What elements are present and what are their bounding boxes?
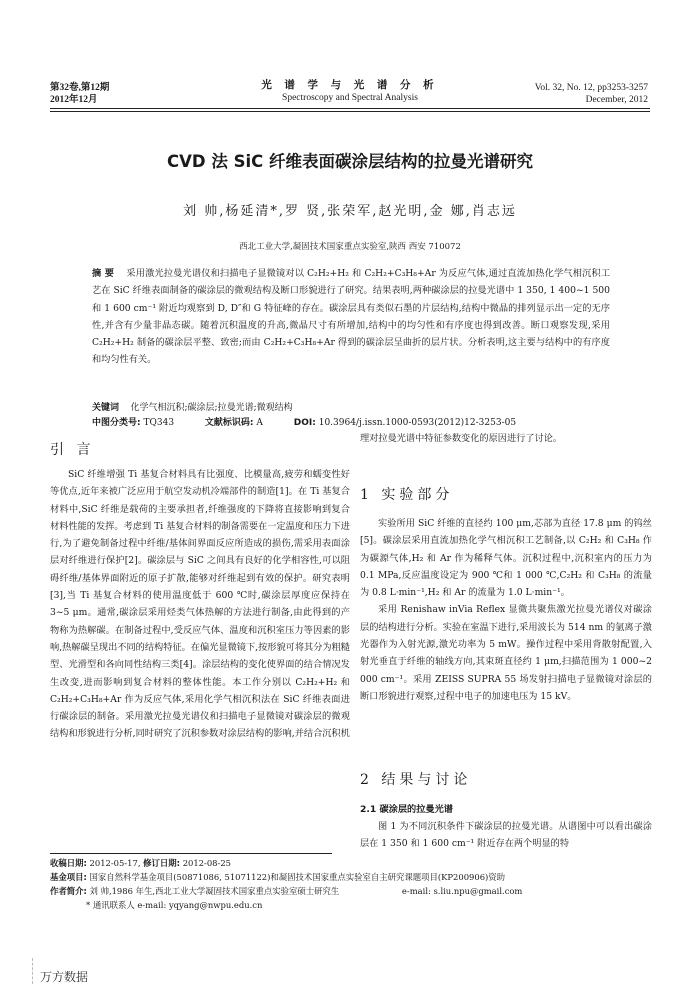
header-rule-thin xyxy=(50,111,650,112)
experiment-paragraph-2: 采用 Renishaw inVia Reflex 显微共聚焦激光拉曼光谱仪对碳涂层的结构进行分析。实验在室温下进行,采用波长为 514 nm 的氩离子激光器作为入射光源,激光功率为 5 mW。操作过程中采用背散射配置,入射光垂直于纤维的轴线方向,其束斑直径约 1 μm,扫描范围为 1 000~2 000 cm⁻¹。采用 ZEISS SUPRA 55 场发射扫描电子显微镜对涂层的断口形貌进行观察,过程中电子的加速电压为 15 kV。 xyxy=(360,604,652,702)
bio-label: 作者简介: xyxy=(50,886,87,896)
watermark-divider xyxy=(32,958,33,984)
doi xyxy=(294,418,516,428)
footnote-rule xyxy=(50,853,332,854)
clc-code xyxy=(92,418,174,428)
abstract-text: 采用激光拉曼光谱仪和扫描电子显微镜对以 C₂H₂+H₂ 和 C₂H₂+C₃H₈+Ar 为反应气体,通过直流加热化学气相沉积工艺在 SiC 纤维表面制备的碳涂层的微观结构及断口形貌进行了研究。结果表明,两种碳涂层的拉曼光谱中 1 350, 1 400~1 500 和 1 600 cm⁻¹ 附近均观察到 D, D″和 G 特征峰的存在。碳涂层具有类似石墨的片层结构,结构中微晶的排列显示出一定的无序性,并含有少量非晶态碳。随着沉积温度的升高,微晶尺寸有所增加,结构中的均匀性和有序度也得到改善。断口观察发现,采用 C₂H₂+H₂ 制备的碳涂层平整、致密;而由 C₂H₂+C₃H₈+Ar 得到的碳涂层呈曲折的层片状。分析表明,这主要与结构中的有序度和均匀性有关。 xyxy=(92,268,611,366)
watermark: 万方数据 xyxy=(40,970,89,984)
experiment-body xyxy=(360,515,652,705)
received-date: 2012-05-17, xyxy=(89,858,141,868)
footnote-dates xyxy=(50,856,660,870)
revised-label: 修订日期: xyxy=(143,858,181,868)
keywords-label: 关键词 xyxy=(92,403,120,413)
doc-code xyxy=(205,418,263,428)
experiment-paragraph-1: 实验所用 SiC 纤维的直径约 100 μm,芯部为直径 17.8 μm 的钨丝[5]。碳涂层采用直流加热化学气相沉积工艺制备,以 C₂H₂ 和 C₃H₈ 作为碳源气体,H₂ 和 Ar 作为稀释气体。沉积过程中,沉积室内的压力为 0.1 MPa,反应温度设定为 900 ℃和 1 000 ℃,C₂H₂ 和 C₃H₈ 的流量为 0.8 L·min⁻¹,H₂ 和 Ar 的流量为 1.0 L·min⁻¹。 xyxy=(360,518,652,599)
clc-label: 中图分类号: xyxy=(92,418,141,428)
affiliation: 西北工业大学,凝固技术国家重点实验室,陕西 西安 710072 xyxy=(239,242,461,252)
intro-paragraph: SiC 纤维增强 Ti 基复合材料具有比强度、比模量高,疲劳和蠕变性好等优点,近年来被广泛应用于航空发动机冷端部件的制造[1]。在 Ti 基复合材料中,SiC 纤维是载荷的主要承担者,纤维强度的下降将直接影响到复合材料性能的发挥。考虑到 Ti 基复合材料的制备需要在一定温度和压力下进行,为了避免制备过程中纤维/基体间界面反应所造成的损伤,需采用表面涂层对纤维进行保护[2]。碳涂层与 SiC 之间具有良好的化学相容性,可以阻碍纤维/基体界面附近的原子扩散,能够对纤维起到有效的保护。研究表明[3],当 Ti 基复合材料的使用温度低于 600 ℃时,碳涂层厚度应保持在 3~5 μm。通常,碳涂层采用烃类气体热解的方法进行制备,由此得到的产物称为热解碳。在制备过程中,受反应气体、温度和沉积室压力等因素的影响,热解碳呈现出不同的结构特征。在偏光显微镜下,按形貌可将其分为粗糙型、光滑型和各向同性结构三类[4]。涂层结构的变化使界面的结合情况发生改变,进而影响到复合材料的整体性能。本工作分别以 C₂H₂+H₂ 和 C₂H₂+C₃H₈+Ar 作为反应气体,采用化学气相沉积法在 SiC 纤维表面进行碳涂层的制备。采用激光拉曼光谱仪和扫描电子显微镜对碳涂层的微观结构和形貌进行分析,同时研究了沉积参数对涂层结构的影响,并结合沉积机 xyxy=(50,469,350,740)
journal-name-en: Spectroscopy and Spectral Analysis xyxy=(282,93,418,103)
abstract-label: 摘 要 xyxy=(92,268,115,279)
author-email: e-mail: s.liu.npu@gmail.com xyxy=(401,886,523,896)
keywords xyxy=(92,401,612,415)
footnote-author-bio xyxy=(50,884,660,898)
keywords-text: 化学气相沉积;碳涂层;拉曼光谱;微观结构 xyxy=(130,403,293,413)
citation-pages: Vol. 32, No. 12, pp3253-3257 xyxy=(534,83,648,93)
clc-value: TQ343 xyxy=(143,418,175,428)
paper-title: CVD 法 SiC 纤维表面碳涂层结构的拉曼光谱研究 xyxy=(167,152,533,171)
doc-value: A xyxy=(256,418,263,428)
received-label: 收稿日期: xyxy=(50,858,87,868)
volume-issue-text: 第32卷,第12期 xyxy=(50,83,110,93)
abstract xyxy=(92,265,610,369)
intro-continuation: 理对拉曼光谱中特征参数变化的原因进行了讨论。 xyxy=(360,433,563,444)
doi-label: DOI: xyxy=(293,418,316,428)
author-list: 刘 帅,杨延清*,罗 贤,张荣军,赵光明,金 娜,肖志远 xyxy=(183,204,517,219)
header-rule xyxy=(50,108,650,109)
journal-name xyxy=(200,80,500,104)
doc-label: 文献标识码: xyxy=(204,418,254,428)
citation-date: December, 2012 xyxy=(585,95,648,105)
journal-volume-issue xyxy=(50,82,109,106)
issue-date-text: 2012年12月 xyxy=(50,95,98,105)
section-heading-experiment: 1 实验部分 xyxy=(360,487,454,503)
journal-name-cn: 光 谱 学 与 光 谱 分 析 xyxy=(261,80,439,91)
revised-date: 2012-08-25 xyxy=(182,858,231,868)
footnote-fund xyxy=(50,870,660,884)
classification-line xyxy=(92,416,612,430)
footnote-corresponding: * 通讯联系人 e-mail: yqyang@nwpu.edu.cn xyxy=(86,900,263,910)
section-heading-results: 2 结果与讨论 xyxy=(360,772,472,788)
bio-text: 刘 帅,1986 年生,西北工业大学凝固技术国家重点实验室硕士研究生 xyxy=(89,886,340,896)
journal-citation xyxy=(535,82,648,106)
results-paragraph: 图 1 为不同沉积条件下碳涂层的拉曼光谱。从谱图中可以看出碳涂层在 1 350 和 1 600 cm⁻¹ 附近存在两个明显的特 xyxy=(360,821,652,850)
fund-text: 国家自然科学基金项目(50871086, 51071122)和凝固技术国家重点实验室自主研究课题项目(KP200906)资助 xyxy=(89,872,506,882)
section-heading-intro: 引 言 xyxy=(50,442,95,458)
subsection-heading-raman: 2.1 碳涂层的拉曼光谱 xyxy=(360,804,453,815)
fund-label: 基金项目: xyxy=(50,872,87,882)
doi-value: 10.3964/j.issn.1000-0593(2012)12-3253-05 xyxy=(318,418,517,428)
